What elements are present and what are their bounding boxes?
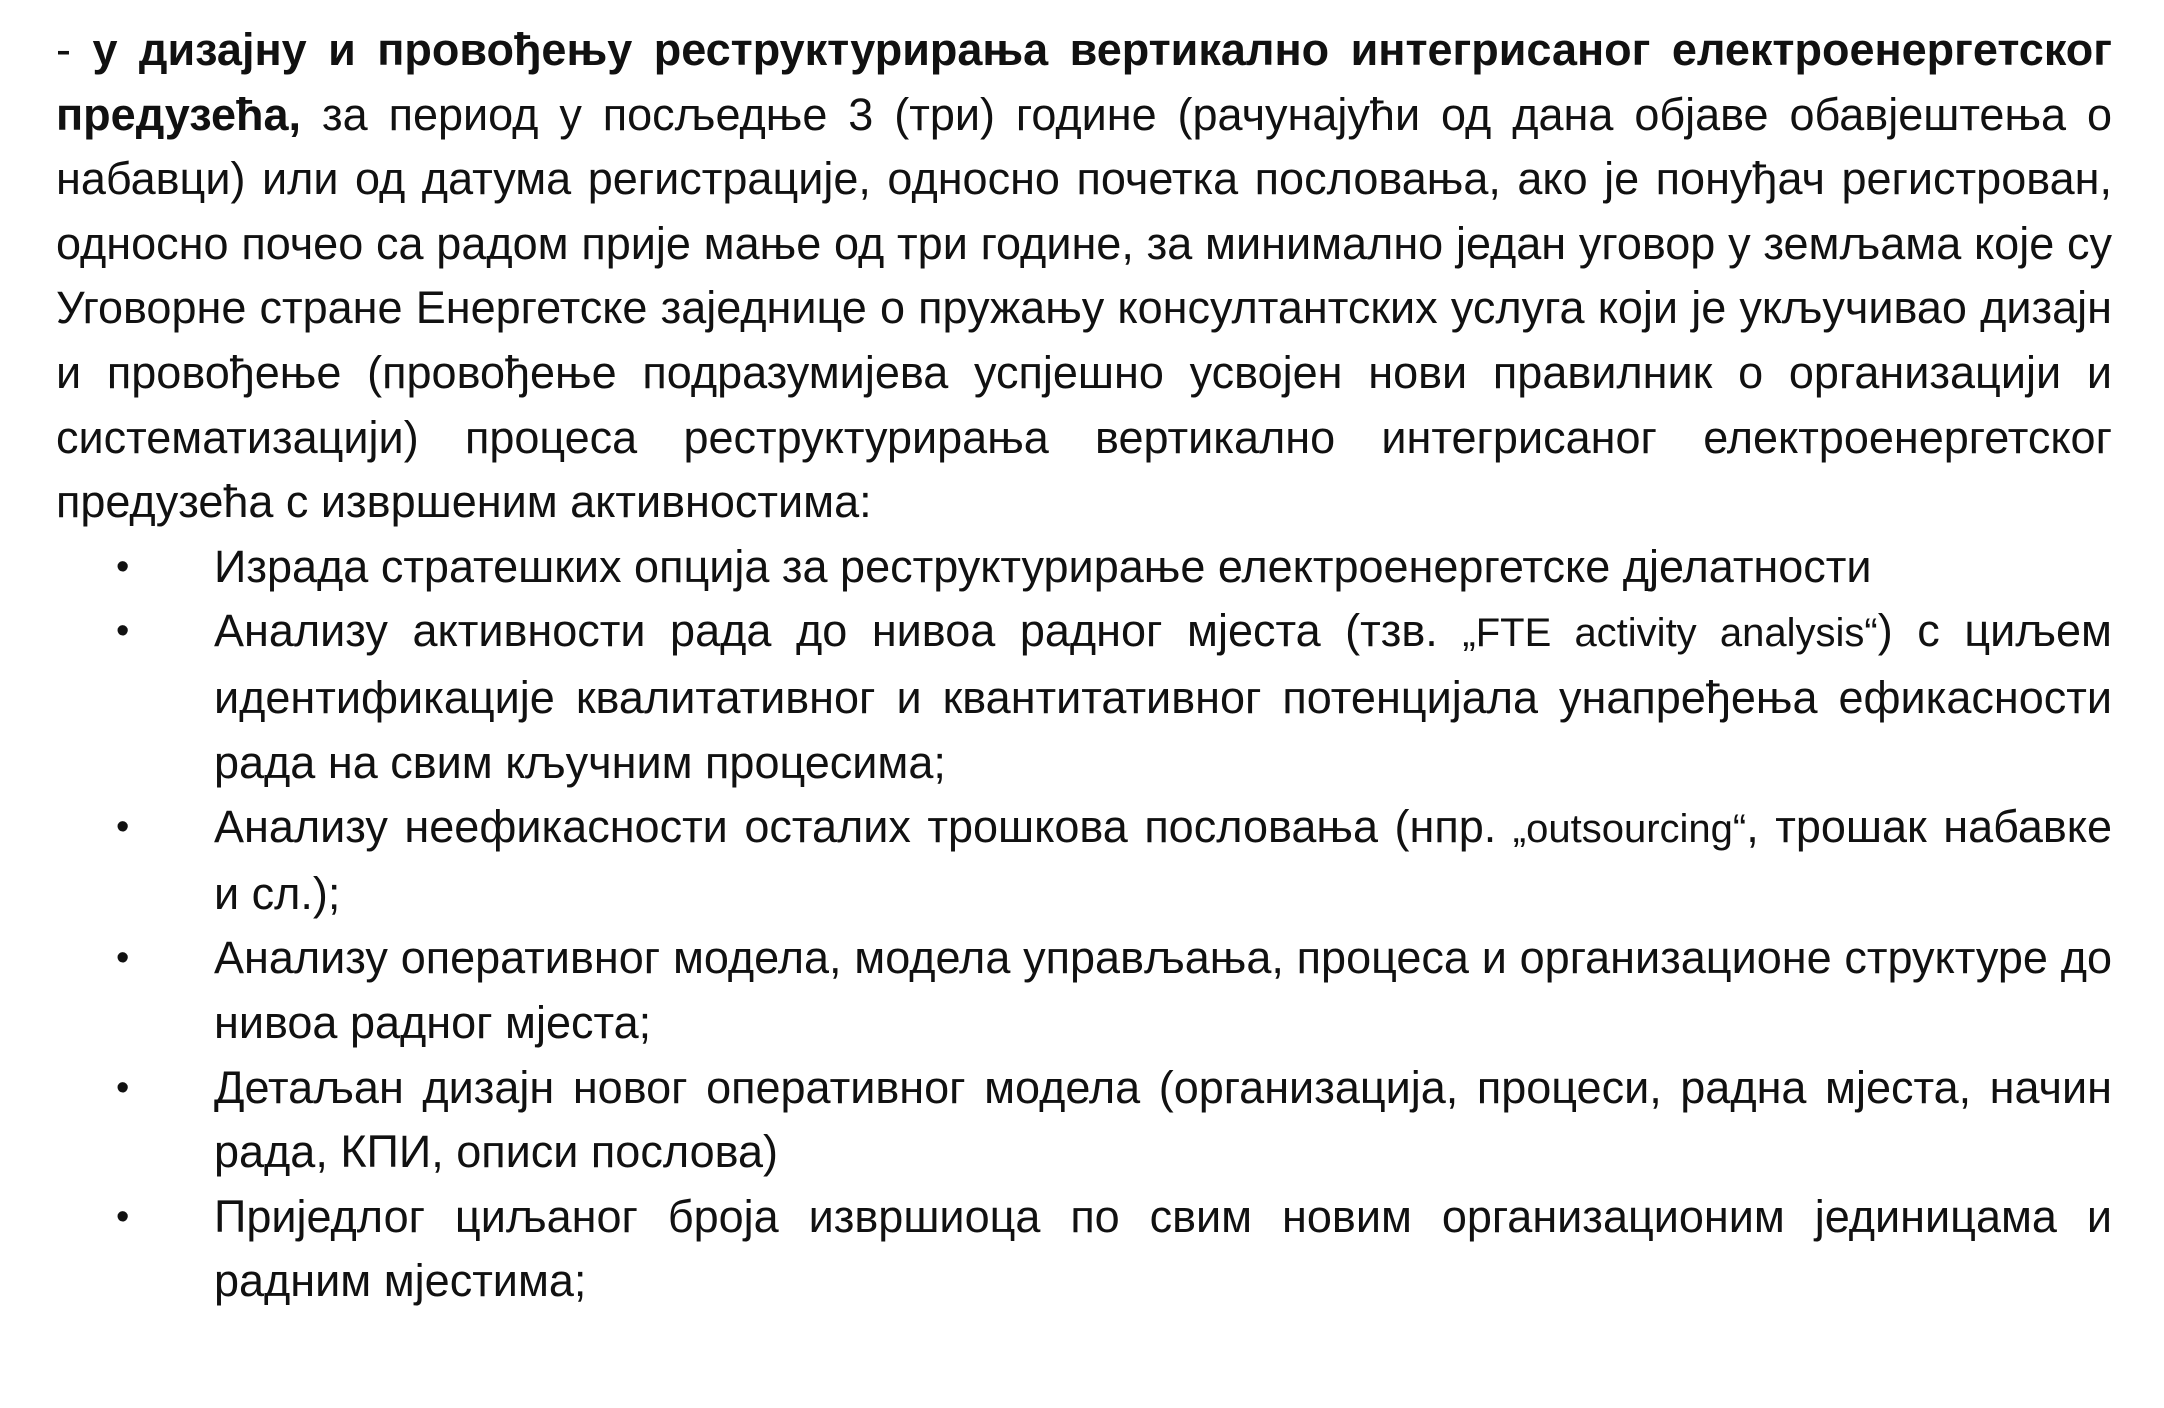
bullet-icon: •: [116, 1195, 130, 1238]
intro-bold-lead: у дизајну и провођењу реструктурирања вертикално интегрисаног електроенергетског предузећа,: [56, 24, 2112, 140]
list-item-text: Анализу неефикасности осталих трошкова пословања (нпр.: [214, 801, 1513, 853]
list-item-text-continued: ) с циљем идентификације квалитативног и квантитативног потенцијала унапређења ефикасности рада на свим кључним процесима;: [214, 605, 2112, 788]
list-item-text: Анализу оперативног модела, модела управљања, процеса и организационе структуре до нивоа радног мјеста;: [214, 932, 2112, 1048]
bullet-icon: •: [116, 1066, 130, 1109]
list-item-text: Детаљан дизајн новог оперативног модела (организација, процеси, радна мјеста, начин рада, КПИ, описи послова): [214, 1061, 2112, 1178]
list-item-latin-term: „FTE activity analysis“: [1462, 611, 1878, 656]
list-item: [116, 535, 2112, 600]
list-item: [116, 795, 2112, 926]
bullet-icon: •: [116, 545, 130, 588]
list-item-latin-term: „outsourcing“: [1512, 807, 1747, 852]
list-item-text-continued: , трошак набавке и сл.);: [214, 801, 2112, 919]
activity-list: [56, 535, 2112, 1314]
bullet-icon: •: [116, 806, 130, 849]
list-item-text: Анализу активности рада до нивоа радног мјеста (тзв.: [214, 605, 1463, 657]
intro-body: за период у посљедње 3 (три) године (рачунајући од дана објаве обавјештења о набавци) или од датума регистрације, односно почетка пословања, ако је понуђач регистрован, односно почео са радом прије мање од три године, за минимално један уговор у земљама које су Уговорне стране Енергетске заједнице о пружању консултантских услуга који је укључивао дизајн и провођење (провођење подразумијева успјешно усвојен нови правилник о организацији и систематизацији) процеса реструктурирања вертикално интегрисаног електроенергетског предузећа с извршеним активностима:: [56, 88, 2112, 528]
bullet-icon: •: [116, 610, 130, 653]
list-item: [116, 926, 2112, 1055]
document-page: [56, 18, 2112, 1314]
bullet-icon: •: [116, 937, 130, 980]
list-item: [116, 599, 2112, 795]
list-item-text: Приједлог циљаног броја извршиоца по свим новим организационим јединицама и радним мјестима;: [214, 1190, 2112, 1307]
list-item: [116, 1056, 2112, 1185]
intro-paragraph: [56, 18, 2112, 535]
intro-dash: -: [56, 24, 71, 75]
list-item-text: Израда стратешких опција за реструктурирање електроенергетске дјелатности: [214, 540, 1872, 592]
list-item: [116, 1185, 2112, 1314]
